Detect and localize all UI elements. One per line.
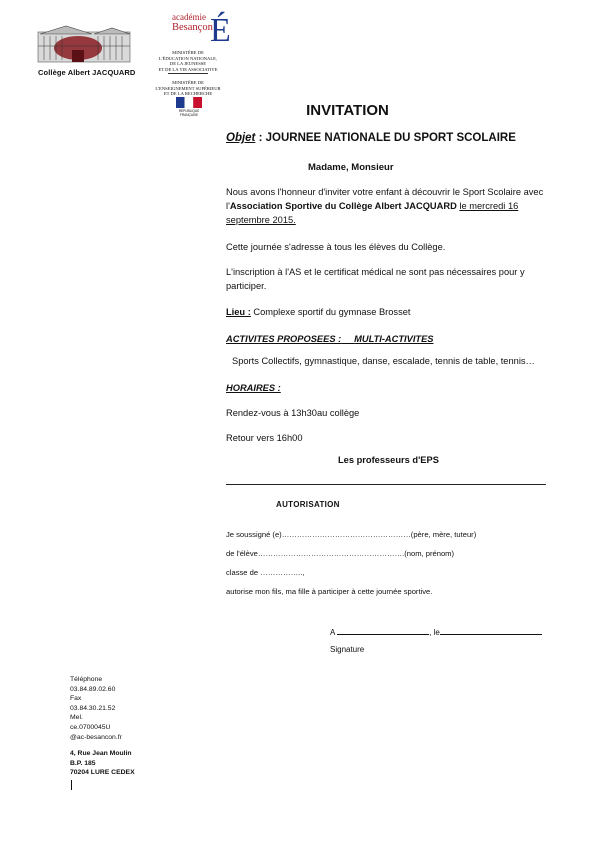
lieu-label: Lieu :	[226, 307, 251, 317]
authorization-title: AUTORISATION	[276, 500, 340, 509]
place-date-line: A , le	[330, 626, 542, 637]
date-blank	[440, 626, 542, 635]
address-block: 4, Rue Jean Moulin B.P. 185 70204 LURE CEDEX	[70, 750, 135, 777]
form-line-parent: Je soussigné (e)……………………………………………(père, mère, tuteur)	[226, 530, 477, 539]
paragraph-invitation: Nous avons l'honneur d'inviter votre enfant à découvrir le Sport Scolaire avec l'Association Sportive du Collège Albert JACQUARD le mercredi 16 septembre 2015.	[226, 187, 544, 225]
salutation: Madame, Monsieur	[308, 162, 394, 173]
separator-line	[226, 484, 546, 485]
lieu-line	[226, 305, 546, 319]
lieu-text: Complexe sportif du gymnase Brosset	[250, 307, 411, 317]
svg-text:É: É	[210, 12, 231, 46]
ministere-recherche: MINISTÈRE DE L'ENSEIGNEMENT SUPÉRIEUR ET DE LA RECHERCHE	[155, 80, 221, 96]
signoff: Les professeurs d'EPS	[338, 455, 439, 465]
activites-heading: ACTIVITES PROPOSEES : MULTI-ACTIVITES	[226, 334, 434, 344]
objet-label: Objet	[226, 132, 256, 144]
rendezvous-time: Rendez-vous à 13h30au collège	[226, 408, 360, 418]
signature-label: Signature	[330, 645, 365, 654]
divider	[168, 73, 208, 74]
ministere-education: MINISTÈRE DE L'ÉDUCATION NATIONALE, DE LA JEUNESSE ET DE LA VIE ASSOCIATIVE	[158, 50, 218, 72]
academie-city: Besançon	[172, 22, 213, 33]
form-line-student: de l'élève………………………………………………….(nom, prénom)	[226, 549, 455, 558]
event-date: le mercredi 16 septembre 2015.	[226, 201, 519, 225]
college-name: Collège Albert JACQUARD	[38, 68, 136, 77]
paragraph-audience: Cette journée s'adresse à tous les élèves du Collège.	[226, 242, 446, 252]
sports-list: Sports Collectifs, gymnastique, danse, escalade, tennis de table, tennis…	[232, 356, 535, 366]
academie-word: académie	[172, 12, 206, 22]
return-time: Retour vers 16h00	[226, 433, 303, 443]
contact-block: Téléphone 03.84.89.02.60 Fax 03.84.30.21.52 Mel. ce.0700045U @ac-besancon.fr	[70, 676, 122, 741]
activites-value: MULTI-ACTIVITES	[354, 334, 434, 344]
objet-text: JOURNEE NATIONALE DU SPORT SCOLAIRE	[265, 132, 516, 144]
place-blank	[337, 626, 429, 635]
horaires-heading: HORAIRES :	[226, 383, 281, 393]
form-line-class: classe de ……………..,	[226, 568, 305, 577]
republique-label: RÉPUBLIQUE FRANÇAISE	[178, 109, 200, 117]
association-name: Association Sportive du Collège Albert JACQUARD	[229, 201, 457, 211]
text-cursor	[71, 780, 72, 790]
page-title: INVITATION	[306, 102, 389, 119]
paragraph-inscription: L'inscription à l'AS et le certificat médical ne sont pas nécessaires pour y participer.	[226, 267, 525, 291]
objet-line: Objet : JOURNEE NATIONALE DU SPORT SCOLAIRE	[226, 132, 516, 144]
form-line-consent: autorise mon fils, ma fille à participer à cette journée sportive.	[226, 587, 433, 596]
